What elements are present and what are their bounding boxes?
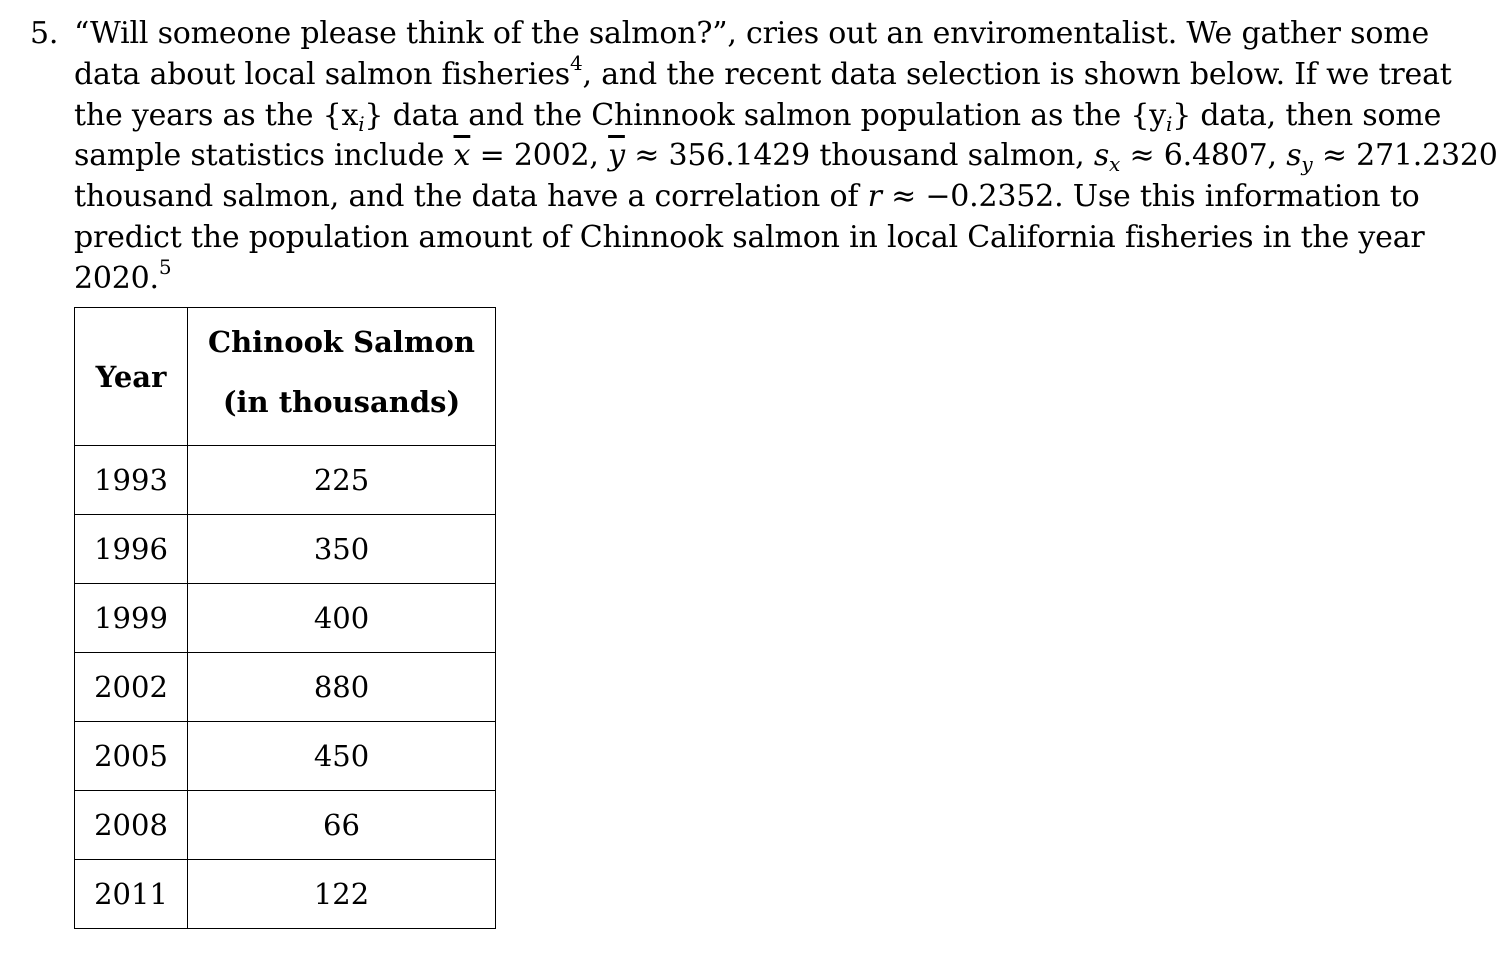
s-y-value: ≈ 271.2320 [1312, 138, 1498, 174]
year-cell: 2002 [75, 653, 188, 722]
r-value: ≈ −0.2352. Use this information to [881, 179, 1420, 215]
salmon-cell: 66 [188, 791, 496, 860]
year-cell: 2005 [75, 722, 188, 791]
salmon-cell: 225 [188, 446, 496, 515]
line-3-mid: } data and the Chinnook salmon population as the {y [364, 97, 1166, 133]
problem-line-2 [74, 50, 1452, 96]
subscript-i-x: i [358, 111, 365, 136]
year-cell: 2011 [75, 860, 188, 929]
year-header: Year [75, 308, 188, 446]
s-y-symbol: s [1286, 138, 1302, 174]
subscript-i-y: i [1165, 111, 1173, 136]
problem-line-7 [74, 254, 1398, 300]
salmon-cell: 880 [188, 653, 496, 722]
problem-line-6: predict the population amount of Chinnook salmon in local California fisheries in the year [74, 219, 1425, 255]
salmon-cell: 450 [188, 722, 496, 791]
s-x-value: ≈ 6.4807, [1120, 138, 1287, 174]
line-2-start: data about local salmon fisheries [74, 56, 571, 92]
subscript-x: x [1109, 152, 1121, 177]
year-cell: 1996 [75, 515, 188, 584]
footnote-4: 4 [570, 50, 583, 75]
table-row [75, 584, 496, 653]
year-cell: 1999 [75, 584, 188, 653]
problem-line-5 [74, 177, 1420, 218]
salmon-data-table [74, 307, 496, 929]
problem-line-4 [74, 136, 1498, 177]
salmon-header [188, 308, 496, 446]
y-bar-value: ≈ 356.1429 thousand salmon, [624, 138, 1094, 174]
table-row [75, 446, 496, 515]
line-7-text: 2020. [74, 260, 159, 296]
salmon-cell: 350 [188, 515, 496, 584]
salmon-cell: 400 [188, 584, 496, 653]
x-bar-symbol: $\overline{x}$ [453, 138, 471, 174]
year-cell: 1993 [75, 446, 188, 515]
problem-body [74, 14, 1498, 300]
problem-line-1: “Will someone please think of the salmon?”, cries out an enviromentalist. We gather some [74, 16, 1430, 51]
y-bar-symbol: $\overline{y}$ [608, 138, 625, 174]
salmon-header-line-1: Chinook Salmon [207, 324, 475, 359]
problem-line-3 [74, 96, 1442, 137]
line-2-rest: , and the recent data selection is shown below. If we treat [582, 56, 1452, 92]
table-row [75, 791, 496, 860]
line-4-start: sample statistics include [74, 138, 445, 174]
problem-statement [30, 14, 1498, 300]
salmon-cell: 122 [188, 860, 496, 929]
year-cell: 2008 [75, 791, 188, 860]
table-header-row [75, 308, 496, 446]
table-row [75, 722, 496, 791]
r-symbol: r [867, 179, 882, 215]
problem-number: 5. [30, 16, 59, 51]
x-bar-value: = 2002, [470, 138, 609, 174]
subscript-y: y [1301, 152, 1313, 177]
salmon-header-line-2: (in thousands) [222, 384, 461, 419]
line-3-start: the years as the {x [74, 97, 359, 133]
line-3-end: } data, then some [1172, 97, 1442, 133]
s-x-symbol: s [1093, 138, 1110, 174]
line-5-start: thousand salmon, and the data have a correlation of [74, 179, 859, 215]
table-row [75, 860, 496, 929]
table-row [75, 653, 496, 722]
table-row [75, 515, 496, 584]
footnote-5: 5 [158, 254, 172, 279]
